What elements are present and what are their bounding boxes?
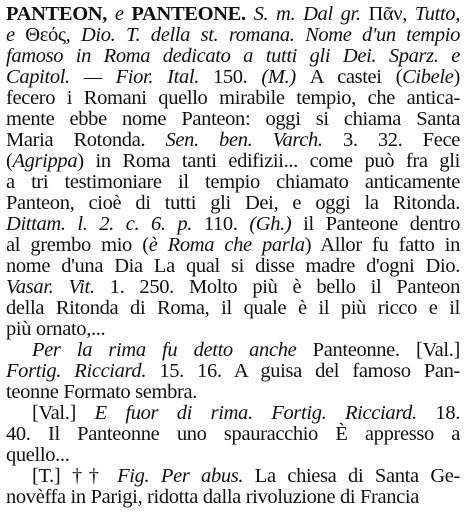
text-run: (Gh.) [249, 213, 304, 235]
text-run: Fig. Per abus. [117, 465, 255, 487]
text-run: , Dio. T. della st. romana. Nome d'un tempio [65, 24, 460, 46]
text-run: 40. Il Panteonne uno spauracchio È appresso a [6, 423, 460, 445]
text-run: Cibele [402, 66, 454, 88]
text-run: teonne Formato sembra. [6, 381, 197, 403]
text-run: ) [453, 66, 460, 88]
text-run: (M.) [261, 66, 310, 88]
text-run: PANTEON, [6, 3, 115, 25]
text-run: Vasar. Vit. [6, 276, 110, 298]
text-run: ) Allor fu fatto in [304, 234, 460, 256]
text-run: 15. 16. A guisa del famoso Pan- [159, 360, 461, 382]
text-run: Πᾶν [368, 3, 403, 25]
text-run: Sen. ben. Varch. [165, 129, 343, 151]
text-run: Dittam. l. 2. c. 6. p. [6, 213, 204, 235]
text-run: Maria Rotonda. [6, 129, 166, 151]
text-run: S. m. Dal gr. [253, 3, 369, 25]
text-run: PANTEONE. [131, 3, 254, 25]
text-run: La chiesa di Santa Ge- [254, 465, 460, 487]
text-run: al grembo mio ( [6, 234, 149, 256]
text-run: fecero i Romani quello mirabile tempio, che antica- [6, 87, 460, 109]
text-run: Panteon, cioè di tutti gli Dei, e oggi la Ritonda. [6, 192, 460, 214]
text-run: A castei ( [309, 66, 403, 88]
text-run: è Roma che parla [148, 234, 305, 256]
text-run: Panteonne. [Val.] [312, 339, 460, 361]
text-run: E fuor di rima. Fortig. Ricciard. [94, 402, 436, 424]
text-run: novèffa in Parigi, ridotta dalla rivoluzione di Francia [6, 486, 420, 508]
text-run: 110. [203, 213, 250, 235]
text-run: Capitol. — Fior. Ital. [6, 66, 213, 88]
text-run: più ornato,... [6, 318, 106, 340]
text-run: quello... [6, 444, 70, 466]
text-run: della Ritonda di Roma, il quale è il più ricco e il [6, 297, 460, 319]
text-run: il Panteone dentro [303, 213, 460, 235]
text-run: ( [6, 150, 13, 172]
text-run: 18. [435, 402, 460, 424]
text-run: Fortig. Ricciard. [6, 360, 160, 382]
text-run: nome d'una Dia La qual si disse madre d'ogni Dio. [6, 255, 460, 277]
text-run: famoso in Roma dedicato a tutti gli Dei. Sparz. e [6, 45, 460, 67]
text-run: [T.] †† [32, 465, 118, 487]
text-run: mente ebbe nome Panteon: oggi si chiama Santa [6, 108, 460, 130]
text-run: Per la rima fu detto anche [32, 339, 313, 361]
text-run: 150. [212, 66, 262, 88]
text-run: e [6, 24, 26, 46]
entry-line [6, 485, 460, 509]
text-run: Agrippa [12, 150, 78, 172]
text-run: 3. 32. Fece [342, 129, 460, 151]
text-run: ) in Roma tanti edifizii... come può fra gli [77, 150, 460, 172]
text-run: , Tutto, [402, 3, 460, 25]
text-run: e [114, 3, 132, 25]
text-run: 1. 250. Molto più è bello il Panteon [109, 276, 460, 298]
text-run: Θεός [25, 24, 66, 46]
text-run: [Val.] [32, 402, 95, 424]
text-run: a tri testimoniare il tempio chiamato anticamente [6, 171, 460, 193]
